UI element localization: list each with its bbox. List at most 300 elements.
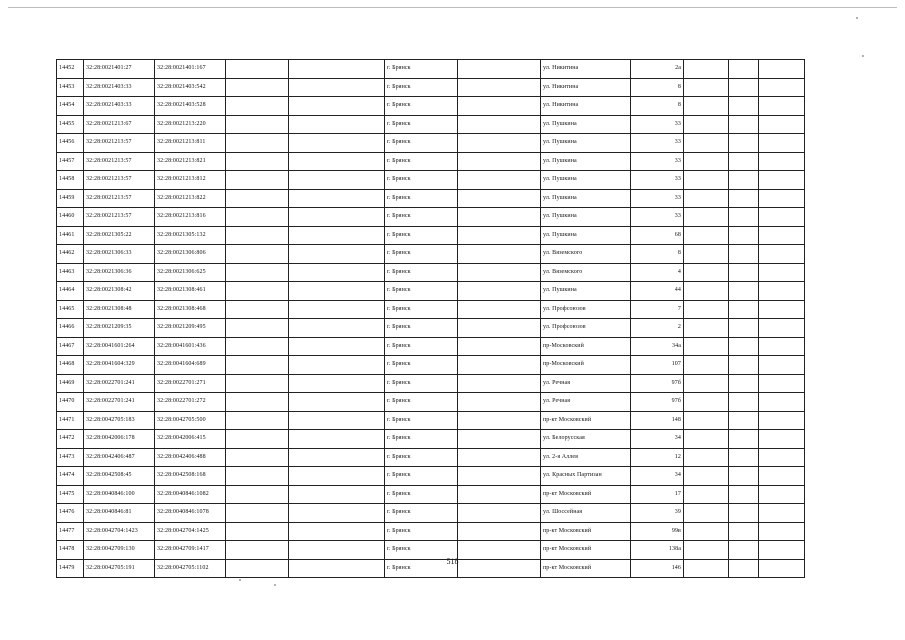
city-cell: г. Брянск [385, 171, 458, 190]
old-cadastral-number-cell: 32:28:0021403:33 [84, 78, 155, 97]
house-number-cell: 44 [631, 282, 684, 301]
empty-cell [729, 300, 759, 319]
row-number-cell: 14479 [57, 559, 84, 578]
empty-cell [458, 78, 541, 97]
city-cell: г. Брянск [385, 226, 458, 245]
old-cadastral-number-cell: 32:28:0041604:329 [84, 356, 155, 375]
old-cadastral-number-cell: 32:28:0042709:130 [84, 541, 155, 560]
old-cadastral-number-cell: 32:28:0022701:241 [84, 374, 155, 393]
table-row [57, 208, 805, 227]
new-cadastral-number-cell: 32:28:0021305:132 [155, 226, 226, 245]
empty-cell [226, 97, 289, 116]
empty-cell [226, 300, 289, 319]
empty-cell [759, 393, 805, 412]
empty-cell [289, 263, 385, 282]
row-number-cell: 14457 [57, 152, 84, 171]
empty-cell [684, 448, 729, 467]
empty-cell [226, 485, 289, 504]
street-cell: пр-Московский [541, 337, 631, 356]
old-cadastral-number-cell: 32:28:0042705:191 [84, 559, 155, 578]
empty-cell [729, 171, 759, 190]
row-number-cell: 14470 [57, 393, 84, 412]
house-number-cell: 97б [631, 374, 684, 393]
new-cadastral-number-cell: 32:28:0021213:822 [155, 189, 226, 208]
empty-cell [289, 245, 385, 264]
empty-cell [729, 356, 759, 375]
table-row [57, 97, 805, 116]
empty-cell [729, 60, 759, 79]
empty-cell [458, 115, 541, 134]
city-cell: г. Брянск [385, 134, 458, 153]
row-number-cell: 14475 [57, 485, 84, 504]
new-cadastral-number-cell: 32:28:0042508:168 [155, 467, 226, 486]
empty-cell [226, 152, 289, 171]
empty-cell [759, 411, 805, 430]
table-row [57, 60, 805, 79]
empty-cell [226, 226, 289, 245]
empty-cell [289, 152, 385, 171]
empty-cell [759, 522, 805, 541]
house-number-cell: 7 [631, 300, 684, 319]
empty-cell [458, 171, 541, 190]
empty-cell [458, 300, 541, 319]
empty-cell [729, 152, 759, 171]
empty-cell [289, 60, 385, 79]
row-number-cell: 14477 [57, 522, 84, 541]
table-row [57, 411, 805, 430]
street-cell: ул. Красных Партизан [541, 467, 631, 486]
empty-cell [684, 337, 729, 356]
house-number-cell: 33 [631, 115, 684, 134]
empty-cell [289, 448, 385, 467]
city-cell: г. Брянск [385, 485, 458, 504]
table-row [57, 282, 805, 301]
old-cadastral-number-cell: 32:28:0040846:100 [84, 485, 155, 504]
empty-cell [226, 356, 289, 375]
row-number-cell: 14464 [57, 282, 84, 301]
empty-cell [684, 319, 729, 338]
house-number-cell: 146 [631, 559, 684, 578]
city-cell: г. Брянск [385, 430, 458, 449]
page-number: 518 [446, 557, 459, 566]
empty-cell [458, 245, 541, 264]
row-number-cell: 14458 [57, 171, 84, 190]
table-row [57, 448, 805, 467]
old-cadastral-number-cell: 32:28:0021306:33 [84, 245, 155, 264]
empty-cell [684, 485, 729, 504]
house-number-cell: 2а [631, 60, 684, 79]
empty-cell [289, 78, 385, 97]
empty-cell [226, 411, 289, 430]
street-cell: ул. Пушкина [541, 226, 631, 245]
row-number-cell: 14452 [57, 60, 84, 79]
street-cell: ул. Шоссейная [541, 504, 631, 523]
city-cell: г. Брянск [385, 411, 458, 430]
house-number-cell: 8 [631, 245, 684, 264]
table-row [57, 300, 805, 319]
table-row [57, 171, 805, 190]
street-cell: ул. Пушкина [541, 171, 631, 190]
old-cadastral-number-cell: 32:28:0021306:36 [84, 263, 155, 282]
empty-cell [458, 263, 541, 282]
empty-cell [226, 60, 289, 79]
empty-cell [729, 467, 759, 486]
empty-cell [226, 245, 289, 264]
new-cadastral-number-cell: 32:28:0021308:468 [155, 300, 226, 319]
street-cell: ул. Никитина [541, 78, 631, 97]
empty-cell [458, 134, 541, 153]
table-row [57, 245, 805, 264]
house-number-cell: 99в [631, 522, 684, 541]
old-cadastral-number-cell: 32:28:0021213:57 [84, 134, 155, 153]
empty-cell [289, 430, 385, 449]
empty-cell [458, 504, 541, 523]
new-cadastral-number-cell: 32:28:0021308:461 [155, 282, 226, 301]
old-cadastral-number-cell: 32:28:0021401:27 [84, 60, 155, 79]
empty-cell [684, 115, 729, 134]
table-row [57, 319, 805, 338]
city-cell: г. Брянск [385, 97, 458, 116]
street-cell: ул. Белорусская [541, 430, 631, 449]
row-number-cell: 14463 [57, 263, 84, 282]
old-cadastral-number-cell: 32:28:0042406:487 [84, 448, 155, 467]
new-cadastral-number-cell: 32:28:0021403:528 [155, 97, 226, 116]
street-cell: ул. Речная [541, 374, 631, 393]
new-cadastral-number-cell: 32:28:0042705:500 [155, 411, 226, 430]
empty-cell [759, 448, 805, 467]
row-number-cell: 14468 [57, 356, 84, 375]
table-row [57, 485, 805, 504]
empty-cell [226, 189, 289, 208]
row-number-cell: 14456 [57, 134, 84, 153]
empty-cell [759, 134, 805, 153]
old-cadastral-number-cell: 32:28:0022701:241 [84, 393, 155, 412]
house-number-cell: 33 [631, 152, 684, 171]
new-cadastral-number-cell: 32:28:0041604:689 [155, 356, 226, 375]
house-number-cell: 33 [631, 208, 684, 227]
city-cell: г. Брянск [385, 559, 458, 578]
empty-cell [226, 522, 289, 541]
street-cell: пр-кт Московский [541, 559, 631, 578]
empty-cell [729, 134, 759, 153]
empty-cell [458, 393, 541, 412]
row-number-cell: 14472 [57, 430, 84, 449]
empty-cell [458, 430, 541, 449]
empty-cell [289, 97, 385, 116]
house-number-cell: 34а [631, 337, 684, 356]
house-number-cell: 148 [631, 411, 684, 430]
empty-cell [458, 522, 541, 541]
empty-cell [289, 356, 385, 375]
empty-cell [458, 411, 541, 430]
empty-cell [289, 300, 385, 319]
old-cadastral-number-cell: 32:28:0021308:48 [84, 300, 155, 319]
table-row [57, 78, 805, 97]
empty-cell [729, 374, 759, 393]
empty-cell [226, 208, 289, 227]
street-cell: ул. Речная [541, 393, 631, 412]
new-cadastral-number-cell: 32:28:0021209:495 [155, 319, 226, 338]
table-row [57, 504, 805, 523]
new-cadastral-number-cell: 32:28:0040846:1078 [155, 504, 226, 523]
new-cadastral-number-cell: 32:28:0041601:436 [155, 337, 226, 356]
empty-cell [759, 189, 805, 208]
empty-cell [289, 226, 385, 245]
empty-cell [759, 319, 805, 338]
row-number-cell: 14462 [57, 245, 84, 264]
city-cell: г. Брянск [385, 504, 458, 523]
table-row [57, 522, 805, 541]
street-cell: ул. Пушкина [541, 189, 631, 208]
empty-cell [458, 226, 541, 245]
empty-cell [458, 356, 541, 375]
empty-cell [289, 485, 385, 504]
house-number-cell: 97б [631, 393, 684, 412]
house-number-cell: 34 [631, 430, 684, 449]
scan-speck [856, 17, 858, 19]
old-cadastral-number-cell: 32:28:0021213:57 [84, 152, 155, 171]
new-cadastral-number-cell: 32:28:0021306:806 [155, 245, 226, 264]
empty-cell [729, 337, 759, 356]
old-cadastral-number-cell: 32:28:0021213:57 [84, 171, 155, 190]
empty-cell [729, 485, 759, 504]
new-cadastral-number-cell: 32:28:0042705:1102 [155, 559, 226, 578]
city-cell: г. Брянск [385, 319, 458, 338]
new-cadastral-number-cell: 32:28:0021213:812 [155, 171, 226, 190]
empty-cell [759, 245, 805, 264]
old-cadastral-number-cell: 32:28:0042508:45 [84, 467, 155, 486]
city-cell: г. Брянск [385, 393, 458, 412]
city-cell: г. Брянск [385, 78, 458, 97]
row-number-cell: 14454 [57, 97, 84, 116]
street-cell: пр-кт Московский [541, 541, 631, 560]
empty-cell [226, 263, 289, 282]
street-cell: пр-кт Московский [541, 411, 631, 430]
table-row [57, 393, 805, 412]
empty-cell [729, 448, 759, 467]
table-row [57, 467, 805, 486]
empty-cell [759, 97, 805, 116]
street-cell: пр-кт Московский [541, 485, 631, 504]
empty-cell [759, 300, 805, 319]
empty-cell [759, 430, 805, 449]
empty-cell [684, 374, 729, 393]
empty-cell [289, 115, 385, 134]
new-cadastral-number-cell: 32:28:0042406:488 [155, 448, 226, 467]
empty-cell [729, 411, 759, 430]
empty-cell [684, 97, 729, 116]
row-number-cell: 14473 [57, 448, 84, 467]
street-cell: ул. Пушкина [541, 208, 631, 227]
street-cell: ул. Пушкина [541, 134, 631, 153]
row-number-cell: 14466 [57, 319, 84, 338]
row-number-cell: 14474 [57, 467, 84, 486]
new-cadastral-number-cell: 32:28:0021306:625 [155, 263, 226, 282]
empty-cell [729, 430, 759, 449]
new-cadastral-number-cell: 32:28:0022701:271 [155, 374, 226, 393]
empty-cell [729, 504, 759, 523]
street-cell: ул. Пушкина [541, 115, 631, 134]
city-cell: г. Брянск [385, 208, 458, 227]
empty-cell [458, 337, 541, 356]
house-number-cell: 4 [631, 263, 684, 282]
old-cadastral-number-cell: 32:28:0041601:264 [84, 337, 155, 356]
house-number-cell: 33 [631, 189, 684, 208]
empty-cell [226, 504, 289, 523]
new-cadastral-number-cell: 32:28:0040846:1082 [155, 485, 226, 504]
house-number-cell: 33 [631, 134, 684, 153]
top-edge-rule [8, 7, 897, 8]
table-row [57, 337, 805, 356]
scan-speck [239, 579, 241, 581]
row-number-cell: 14465 [57, 300, 84, 319]
empty-cell [759, 467, 805, 486]
scan-speck [862, 55, 864, 57]
city-cell: г. Брянск [385, 282, 458, 301]
empty-cell [729, 282, 759, 301]
empty-cell [289, 171, 385, 190]
city-cell: г. Брянск [385, 189, 458, 208]
house-number-cell: 12 [631, 448, 684, 467]
empty-cell [684, 504, 729, 523]
empty-cell [684, 208, 729, 227]
empty-cell [289, 522, 385, 541]
new-cadastral-number-cell: 32:28:0021213:816 [155, 208, 226, 227]
old-cadastral-number-cell: 32:28:0021213:57 [84, 208, 155, 227]
empty-cell [684, 245, 729, 264]
empty-cell [684, 78, 729, 97]
empty-cell [684, 282, 729, 301]
city-cell: г. Брянск [385, 337, 458, 356]
empty-cell [684, 467, 729, 486]
empty-cell [458, 319, 541, 338]
new-cadastral-number-cell: 32:28:0042704:1425 [155, 522, 226, 541]
house-number-cell: 8 [631, 78, 684, 97]
house-number-cell: 68 [631, 226, 684, 245]
empty-cell [729, 522, 759, 541]
empty-cell [289, 134, 385, 153]
empty-cell [684, 430, 729, 449]
table-row [57, 374, 805, 393]
table-row [57, 189, 805, 208]
street-cell: ул. 2-я Аллея [541, 448, 631, 467]
city-cell: г. Брянск [385, 374, 458, 393]
old-cadastral-number-cell: 32:28:0042006:178 [84, 430, 155, 449]
registry-table-body [57, 60, 805, 578]
old-cadastral-number-cell: 32:28:0021308:42 [84, 282, 155, 301]
old-cadastral-number-cell: 32:28:0021213:57 [84, 189, 155, 208]
empty-cell [684, 356, 729, 375]
empty-cell [684, 263, 729, 282]
row-number-cell: 14459 [57, 189, 84, 208]
empty-cell [759, 282, 805, 301]
old-cadastral-number-cell: 32:28:0042704:1423 [84, 522, 155, 541]
empty-cell [759, 263, 805, 282]
empty-cell [684, 189, 729, 208]
street-cell: ул. Вяземского [541, 245, 631, 264]
city-cell: г. Брянск [385, 60, 458, 79]
empty-cell [458, 208, 541, 227]
empty-cell [759, 226, 805, 245]
empty-cell [759, 152, 805, 171]
empty-cell [729, 189, 759, 208]
new-cadastral-number-cell: 32:28:0021213:220 [155, 115, 226, 134]
table-row [57, 430, 805, 449]
old-cadastral-number-cell: 32:28:0042705:183 [84, 411, 155, 430]
table-row [57, 115, 805, 134]
house-number-cell: 17 [631, 485, 684, 504]
empty-cell [458, 189, 541, 208]
empty-cell [289, 374, 385, 393]
empty-cell [729, 226, 759, 245]
empty-cell [226, 374, 289, 393]
empty-cell [684, 152, 729, 171]
empty-cell [289, 208, 385, 227]
empty-cell [759, 337, 805, 356]
table-row [57, 152, 805, 171]
empty-cell [226, 393, 289, 412]
empty-cell [289, 467, 385, 486]
city-cell: г. Брянск [385, 522, 458, 541]
empty-cell [759, 171, 805, 190]
house-number-cell: 138а [631, 541, 684, 560]
empty-cell [759, 208, 805, 227]
empty-cell [289, 319, 385, 338]
house-number-cell: 34 [631, 467, 684, 486]
scan-speck [274, 584, 276, 586]
empty-cell [226, 171, 289, 190]
street-cell: пр-Московский [541, 356, 631, 375]
old-cadastral-number-cell: 32:28:0040846:81 [84, 504, 155, 523]
empty-cell [458, 448, 541, 467]
row-number-cell: 14469 [57, 374, 84, 393]
empty-cell [684, 171, 729, 190]
table-row [57, 356, 805, 375]
empty-cell [759, 485, 805, 504]
street-cell: ул. Профсоюзов [541, 319, 631, 338]
city-cell: г. Брянск [385, 300, 458, 319]
table-row [57, 263, 805, 282]
empty-cell [289, 504, 385, 523]
empty-cell [684, 60, 729, 79]
table-row [57, 134, 805, 153]
empty-cell [458, 467, 541, 486]
empty-cell [226, 78, 289, 97]
empty-cell [226, 448, 289, 467]
new-cadastral-number-cell: 32:28:0021403:542 [155, 78, 226, 97]
city-cell: г. Брянск [385, 152, 458, 171]
empty-cell [226, 430, 289, 449]
row-number-cell: 14476 [57, 504, 84, 523]
city-cell: г. Брянск [385, 467, 458, 486]
street-cell: пр-кт Московский [541, 522, 631, 541]
cadastral-registry-table [56, 59, 805, 578]
street-cell: ул. Вяземского [541, 263, 631, 282]
empty-cell [684, 411, 729, 430]
city-cell: г. Брянск [385, 541, 458, 560]
empty-cell [729, 319, 759, 338]
house-number-cell: 39 [631, 504, 684, 523]
empty-cell [729, 78, 759, 97]
street-cell: ул. Никитина [541, 60, 631, 79]
new-cadastral-number-cell: 32:28:0021213:811 [155, 134, 226, 153]
house-number-cell: 8 [631, 97, 684, 116]
old-cadastral-number-cell: 32:28:0021209:35 [84, 319, 155, 338]
empty-cell [458, 374, 541, 393]
house-number-cell: 33 [631, 171, 684, 190]
empty-cell [759, 78, 805, 97]
street-cell: ул. Пушкина [541, 152, 631, 171]
